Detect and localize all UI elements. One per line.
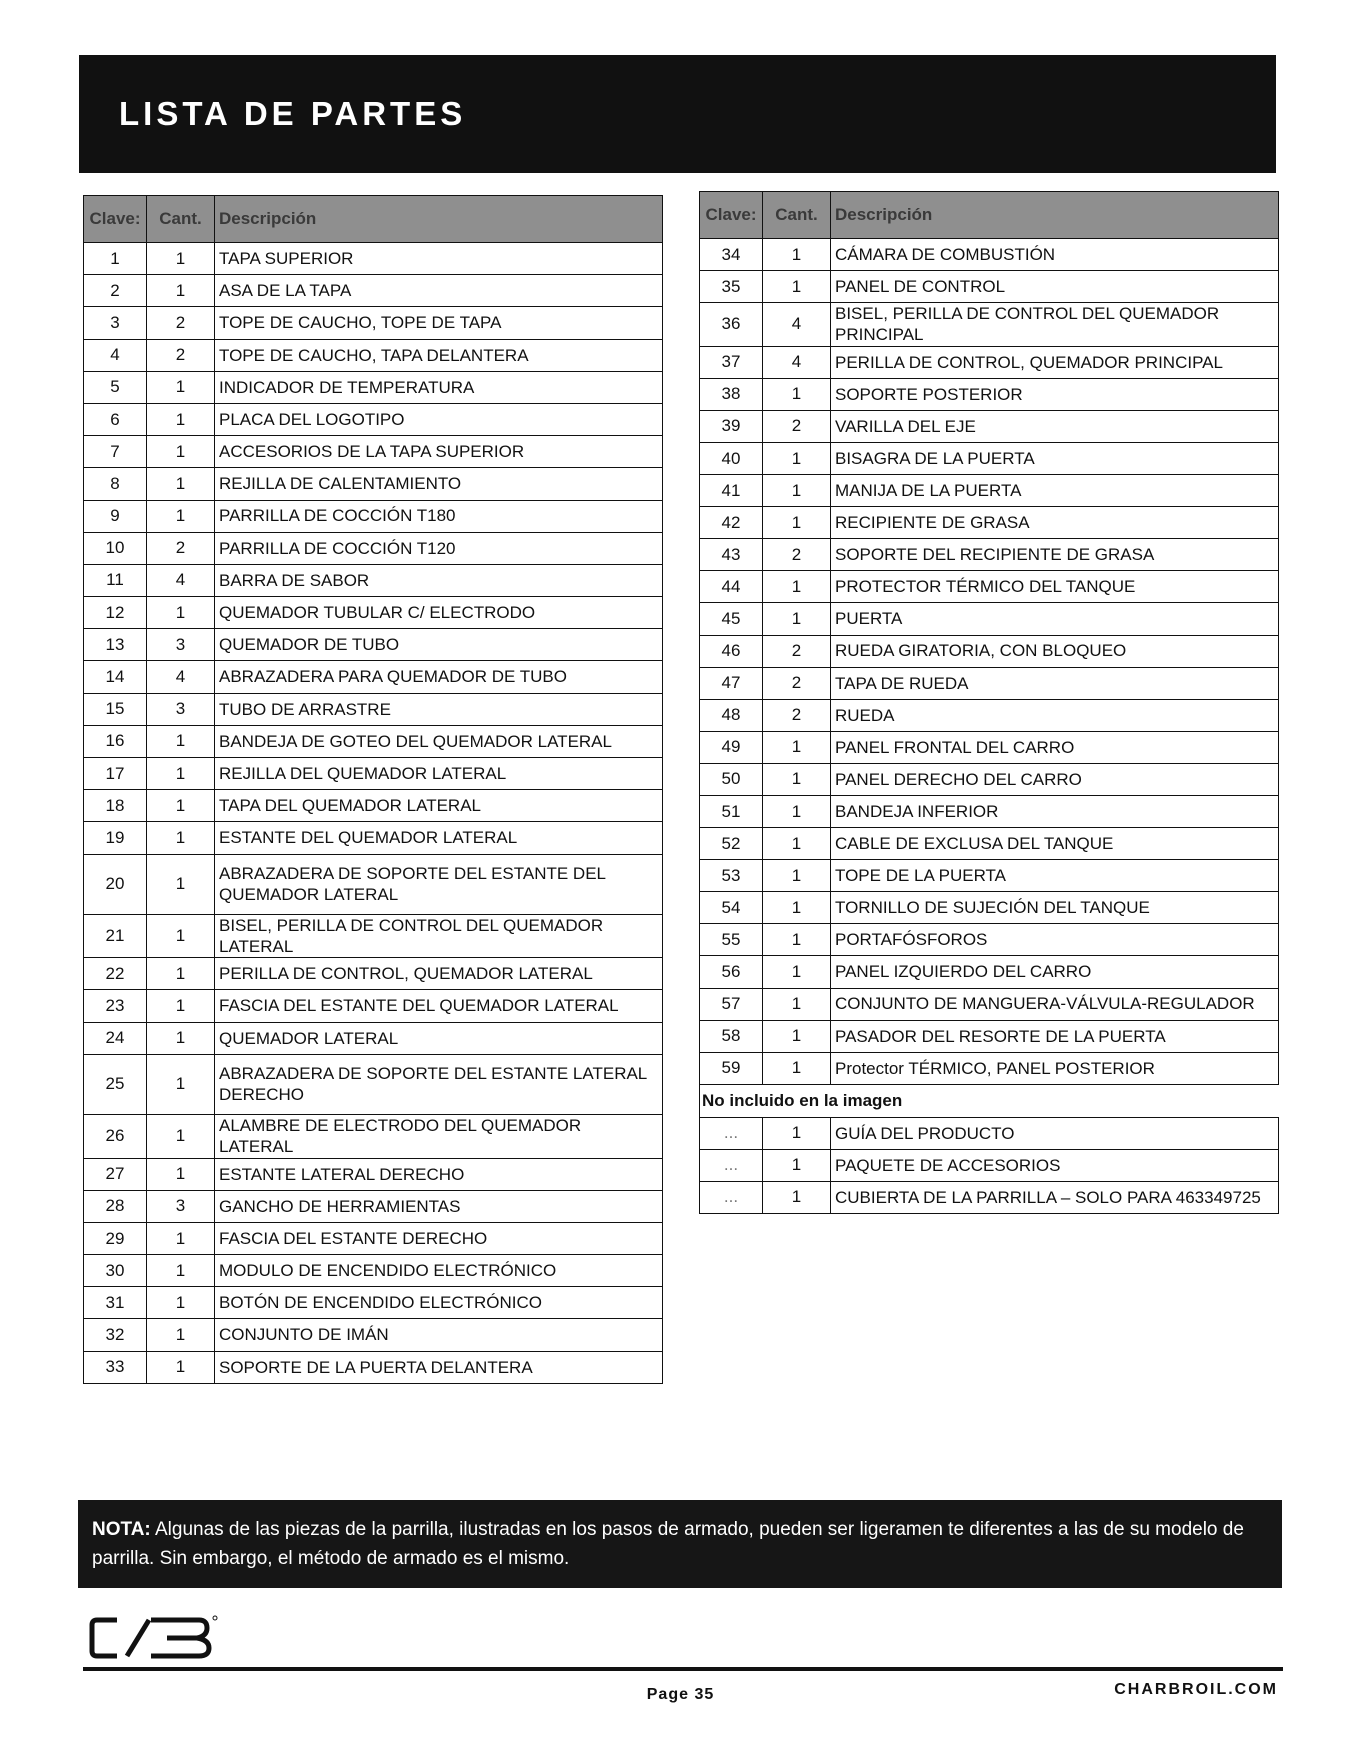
note-box bbox=[78, 1500, 1282, 1588]
table-row bbox=[700, 924, 1279, 956]
cell-desc: TUBO DE ARRASTRE bbox=[215, 693, 663, 725]
cell-desc: CONJUNTO DE IMÁN bbox=[215, 1319, 663, 1351]
cell-qty: 1 bbox=[147, 1287, 215, 1319]
col-qty-header: Cant. bbox=[147, 196, 215, 243]
table-row bbox=[700, 1117, 1279, 1149]
table-row bbox=[700, 1020, 1279, 1052]
table-row bbox=[700, 988, 1279, 1020]
cell-qty: 1 bbox=[763, 239, 831, 271]
cell-key: 13 bbox=[84, 629, 147, 661]
cell-qty: 1 bbox=[763, 1181, 831, 1213]
cell-desc: PASADOR DEL RESORTE DE LA PUERTA bbox=[831, 1020, 1279, 1052]
cell-key: 31 bbox=[84, 1287, 147, 1319]
cell-key: 51 bbox=[700, 796, 763, 828]
cell-key: 8 bbox=[84, 468, 147, 500]
table-row bbox=[700, 1181, 1279, 1213]
cell-key: 47 bbox=[700, 667, 763, 699]
table-row bbox=[700, 699, 1279, 731]
cell-qty: 1 bbox=[147, 1115, 215, 1159]
col-key-header: Clave: bbox=[700, 192, 763, 239]
table-row bbox=[84, 1022, 663, 1054]
cell-qty: 2 bbox=[763, 667, 831, 699]
table-row bbox=[84, 564, 663, 596]
cell-desc: MODULO DE ENCENDIDO ELECTRÓNICO bbox=[215, 1255, 663, 1287]
table-row bbox=[700, 635, 1279, 667]
cell-desc: SOPORTE DE LA PUERTA DELANTERA bbox=[215, 1351, 663, 1383]
cell-desc: ASA DE LA TAPA bbox=[215, 275, 663, 307]
cell-desc: BISEL, PERILLA DE CONTROL DEL QUEMADOR PRINCIPAL bbox=[831, 303, 1279, 347]
table-row bbox=[700, 271, 1279, 303]
table-row bbox=[700, 603, 1279, 635]
cell-desc: TORNILLO DE SUJECIÓN DEL TANQUE bbox=[831, 892, 1279, 924]
cell-qty: 3 bbox=[147, 1190, 215, 1222]
cell-key: 19 bbox=[84, 822, 147, 854]
cell-desc: ABRAZADERA PARA QUEMADOR DE TUBO bbox=[215, 661, 663, 693]
table-row bbox=[84, 371, 663, 403]
cell-key: ... bbox=[700, 1117, 763, 1149]
cell-desc: PUERTA bbox=[831, 603, 1279, 635]
cell-desc: TAPA DEL QUEMADOR LATERAL bbox=[215, 790, 663, 822]
cell-desc: CABLE DE EXCLUSA DEL TANQUE bbox=[831, 828, 1279, 860]
site-url: CHARBROIL.COM bbox=[1114, 1681, 1278, 1698]
cell-key: 34 bbox=[700, 239, 763, 271]
cell-key: 52 bbox=[700, 828, 763, 860]
cell-key: 57 bbox=[700, 988, 763, 1020]
cell-qty: 1 bbox=[763, 956, 831, 988]
table-row bbox=[700, 731, 1279, 763]
cell-desc: MANIJA DE LA PUERTA bbox=[831, 475, 1279, 507]
cell-qty: 1 bbox=[763, 988, 831, 1020]
cell-qty: 1 bbox=[147, 1255, 215, 1287]
table-row bbox=[700, 956, 1279, 988]
cell-key: 35 bbox=[700, 271, 763, 303]
cell-desc: ABRAZADERA DE SOPORTE DEL ESTANTE DEL QUEMADOR LATERAL bbox=[215, 854, 663, 914]
cell-qty: 1 bbox=[763, 378, 831, 410]
cell-desc: PORTAFÓSFOROS bbox=[831, 924, 1279, 956]
cell-desc: BOTÓN DE ENCENDIDO ELECTRÓNICO bbox=[215, 1287, 663, 1319]
charbroil-logo bbox=[89, 1614, 219, 1662]
cell-desc: QUEMADOR DE TUBO bbox=[215, 629, 663, 661]
table-row bbox=[84, 403, 663, 435]
cell-desc: FASCIA DEL ESTANTE DERECHO bbox=[215, 1222, 663, 1254]
table-row bbox=[700, 475, 1279, 507]
cell-qty: 1 bbox=[763, 1149, 831, 1181]
cell-qty: 1 bbox=[147, 725, 215, 757]
table-row bbox=[700, 378, 1279, 410]
cell-desc: PERILLA DE CONTROL, QUEMADOR LATERAL bbox=[215, 958, 663, 990]
cell-qty: 1 bbox=[763, 860, 831, 892]
col-desc-header: Descripción bbox=[831, 192, 1279, 239]
table-row bbox=[700, 763, 1279, 795]
cell-qty: 3 bbox=[147, 693, 215, 725]
cell-qty: 1 bbox=[147, 243, 215, 275]
note-prefix: NOTA: bbox=[92, 1519, 151, 1540]
cell-desc: TAPA DE RUEDA bbox=[831, 667, 1279, 699]
cell-qty: 1 bbox=[147, 990, 215, 1022]
cell-qty: 2 bbox=[763, 635, 831, 667]
cell-key: ... bbox=[700, 1181, 763, 1213]
table-row bbox=[700, 303, 1279, 347]
cell-key: 39 bbox=[700, 410, 763, 442]
cell-qty: 1 bbox=[763, 731, 831, 763]
table-row bbox=[700, 1149, 1279, 1181]
cell-qty: 1 bbox=[763, 1052, 831, 1084]
not-included-row bbox=[700, 1084, 1279, 1117]
cell-qty: 1 bbox=[147, 758, 215, 790]
cell-desc: PARRILLA DE COCCIÓN T180 bbox=[215, 500, 663, 532]
table-row bbox=[84, 1287, 663, 1319]
cell-desc: CÁMARA DE COMBUSTIÓN bbox=[831, 239, 1279, 271]
cell-key: 36 bbox=[700, 303, 763, 347]
cell-key: ... bbox=[700, 1149, 763, 1181]
cell-qty: 1 bbox=[763, 924, 831, 956]
cell-qty: 2 bbox=[147, 532, 215, 564]
table-row bbox=[84, 990, 663, 1022]
cell-qty: 1 bbox=[147, 790, 215, 822]
cell-qty: 1 bbox=[147, 597, 215, 629]
cell-desc: CONJUNTO DE MANGUERA-VÁLVULA-REGULADOR bbox=[831, 988, 1279, 1020]
cell-desc: REJILLA DE CALENTAMIENTO bbox=[215, 468, 663, 500]
page-title: LISTA DE PARTES bbox=[119, 95, 467, 132]
table-row bbox=[84, 307, 663, 339]
table-row bbox=[84, 436, 663, 468]
cell-desc: PROTECTOR TÉRMICO DEL TANQUE bbox=[831, 571, 1279, 603]
table-row bbox=[84, 1255, 663, 1287]
cell-desc: SOPORTE POSTERIOR bbox=[831, 378, 1279, 410]
cell-key: 59 bbox=[700, 1052, 763, 1084]
table-header-row bbox=[700, 192, 1279, 239]
cell-qty: 1 bbox=[147, 371, 215, 403]
cell-key: 16 bbox=[84, 725, 147, 757]
cell-desc: PARRILLA DE COCCIÓN T120 bbox=[215, 532, 663, 564]
cell-qty: 1 bbox=[147, 1158, 215, 1190]
cell-desc: Protector TÉRMICO, PANEL POSTERIOR bbox=[831, 1052, 1279, 1084]
cell-desc: SOPORTE DEL RECIPIENTE DE GRASA bbox=[831, 539, 1279, 571]
table-row bbox=[84, 275, 663, 307]
cell-desc: BISAGRA DE LA PUERTA bbox=[831, 442, 1279, 474]
cell-desc: VARILLA DEL EJE bbox=[831, 410, 1279, 442]
table-row bbox=[84, 532, 663, 564]
cell-qty: 1 bbox=[763, 475, 831, 507]
cell-desc: INDICADOR DE TEMPERATURA bbox=[215, 371, 663, 403]
cell-key: 23 bbox=[84, 990, 147, 1022]
cell-key: 2 bbox=[84, 275, 147, 307]
cell-qty: 1 bbox=[763, 796, 831, 828]
cell-qty: 1 bbox=[147, 1351, 215, 1383]
cell-key: 7 bbox=[84, 436, 147, 468]
cell-desc: GANCHO DE HERRAMIENTAS bbox=[215, 1190, 663, 1222]
cell-qty: 4 bbox=[763, 303, 831, 347]
cell-key: 20 bbox=[84, 854, 147, 914]
table-row bbox=[84, 1190, 663, 1222]
cell-key: 49 bbox=[700, 731, 763, 763]
cell-qty: 1 bbox=[147, 958, 215, 990]
cell-key: 46 bbox=[700, 635, 763, 667]
table-row bbox=[84, 790, 663, 822]
cell-desc: TOPE DE CAUCHO, TOPE DE TAPA bbox=[215, 307, 663, 339]
cell-key: 22 bbox=[84, 958, 147, 990]
cell-qty: 3 bbox=[147, 629, 215, 661]
cell-qty: 1 bbox=[763, 1117, 831, 1149]
cell-desc: REJILLA DEL QUEMADOR LATERAL bbox=[215, 758, 663, 790]
cell-desc: ESTANTE DEL QUEMADOR LATERAL bbox=[215, 822, 663, 854]
cell-qty: 2 bbox=[763, 410, 831, 442]
cell-key: 15 bbox=[84, 693, 147, 725]
cell-qty: 1 bbox=[147, 500, 215, 532]
cell-qty: 4 bbox=[763, 346, 831, 378]
cell-key: 9 bbox=[84, 500, 147, 532]
cell-qty: 1 bbox=[763, 603, 831, 635]
cell-key: 24 bbox=[84, 1022, 147, 1054]
cell-qty: 1 bbox=[763, 1020, 831, 1052]
cell-key: 42 bbox=[700, 507, 763, 539]
cell-desc: ABRAZADERA DE SOPORTE DEL ESTANTE LATERAL DERECHO bbox=[215, 1054, 663, 1114]
cell-key: 54 bbox=[700, 892, 763, 924]
cell-desc: ESTANTE LATERAL DERECHO bbox=[215, 1158, 663, 1190]
cell-key: 40 bbox=[700, 442, 763, 474]
cell-qty: 1 bbox=[147, 822, 215, 854]
table-row bbox=[84, 1115, 663, 1159]
footer-rule bbox=[83, 1667, 1283, 1671]
table-row bbox=[700, 410, 1279, 442]
table-row bbox=[700, 828, 1279, 860]
table-row bbox=[84, 693, 663, 725]
table-row bbox=[700, 346, 1279, 378]
cell-key: 17 bbox=[84, 758, 147, 790]
page-header bbox=[79, 55, 1276, 173]
cell-qty: 1 bbox=[147, 275, 215, 307]
cell-desc: PAQUETE DE ACCESORIOS bbox=[831, 1149, 1279, 1181]
cell-qty: 1 bbox=[147, 1222, 215, 1254]
cell-key: 21 bbox=[84, 914, 147, 958]
cell-qty: 1 bbox=[763, 507, 831, 539]
table-row bbox=[84, 758, 663, 790]
cell-desc: BISEL, PERILLA DE CONTROL DEL QUEMADOR LATERAL bbox=[215, 914, 663, 958]
cell-key: 56 bbox=[700, 956, 763, 988]
table-row bbox=[700, 239, 1279, 271]
cell-qty: 1 bbox=[147, 854, 215, 914]
cell-desc: TOPE DE CAUCHO, TAPA DELANTERA bbox=[215, 339, 663, 371]
cell-key: 58 bbox=[700, 1020, 763, 1052]
cell-desc: BANDEJA DE GOTEO DEL QUEMADOR LATERAL bbox=[215, 725, 663, 757]
cell-qty: 2 bbox=[763, 699, 831, 731]
cell-key: 43 bbox=[700, 539, 763, 571]
cell-desc: PANEL DE CONTROL bbox=[831, 271, 1279, 303]
table-row bbox=[84, 1054, 663, 1114]
table-row bbox=[84, 725, 663, 757]
table-row bbox=[84, 468, 663, 500]
cell-desc: PANEL IZQUIERDO DEL CARRO bbox=[831, 956, 1279, 988]
cell-key: 38 bbox=[700, 378, 763, 410]
cell-desc: RUEDA bbox=[831, 699, 1279, 731]
cell-qty: 4 bbox=[147, 661, 215, 693]
cell-key: 5 bbox=[84, 371, 147, 403]
table-row bbox=[700, 892, 1279, 924]
cell-key: 26 bbox=[84, 1115, 147, 1159]
cell-key: 28 bbox=[84, 1190, 147, 1222]
table-row bbox=[700, 571, 1279, 603]
cell-desc: RECIPIENTE DE GRASA bbox=[831, 507, 1279, 539]
cell-desc: QUEMADOR LATERAL bbox=[215, 1022, 663, 1054]
cell-qty: 2 bbox=[147, 307, 215, 339]
table-row bbox=[84, 500, 663, 532]
cell-desc: GUÍA DEL PRODUCTO bbox=[831, 1117, 1279, 1149]
cell-key: 11 bbox=[84, 564, 147, 596]
cell-key: 55 bbox=[700, 924, 763, 956]
cell-desc: PANEL DERECHO DEL CARRO bbox=[831, 763, 1279, 795]
cell-key: 48 bbox=[700, 699, 763, 731]
cell-qty: 1 bbox=[763, 442, 831, 474]
cell-qty: 1 bbox=[147, 1319, 215, 1351]
cell-qty: 1 bbox=[147, 1022, 215, 1054]
cell-desc: RUEDA GIRATORIA, CON BLOQUEO bbox=[831, 635, 1279, 667]
cell-key: 41 bbox=[700, 475, 763, 507]
cell-key: 14 bbox=[84, 661, 147, 693]
parts-table-left bbox=[83, 195, 663, 1384]
col-key-header: Clave: bbox=[84, 196, 147, 243]
cell-qty: 1 bbox=[147, 468, 215, 500]
cell-desc: PLACA DEL LOGOTIPO bbox=[215, 403, 663, 435]
cell-key: 32 bbox=[84, 1319, 147, 1351]
cell-desc: CUBIERTA DE LA PARRILLA – SOLO PARA 463349725 bbox=[831, 1181, 1279, 1213]
table-row bbox=[84, 243, 663, 275]
cell-key: 6 bbox=[84, 403, 147, 435]
page-number: Page 35 bbox=[646, 1686, 715, 1703]
table-row bbox=[84, 629, 663, 661]
table-row bbox=[700, 442, 1279, 474]
table-row bbox=[84, 1319, 663, 1351]
cell-key: 10 bbox=[84, 532, 147, 564]
cell-desc: TAPA SUPERIOR bbox=[215, 243, 663, 275]
table-row bbox=[84, 1158, 663, 1190]
cell-key: 30 bbox=[84, 1255, 147, 1287]
parts-table-right bbox=[699, 191, 1279, 1214]
note-text: Algunas de las piezas de la parrilla, ilustradas en los pasos de armado, pueden ser ligeramen te diferentes a las de su modelo de parrilla. Sin embargo, el método de armado es el mismo. bbox=[92, 1519, 1244, 1569]
cell-key: 4 bbox=[84, 339, 147, 371]
cell-qty: 1 bbox=[147, 436, 215, 468]
cell-qty: 1 bbox=[763, 828, 831, 860]
cell-desc: ACCESORIOS DE LA TAPA SUPERIOR bbox=[215, 436, 663, 468]
table-row bbox=[84, 1351, 663, 1383]
cell-desc: FASCIA DEL ESTANTE DEL QUEMADOR LATERAL bbox=[215, 990, 663, 1022]
table-row bbox=[84, 1222, 663, 1254]
cell-qty: 2 bbox=[147, 339, 215, 371]
cell-desc: QUEMADOR TUBULAR C/ ELECTRODO bbox=[215, 597, 663, 629]
table-row bbox=[84, 822, 663, 854]
table-row bbox=[84, 597, 663, 629]
table-row bbox=[700, 539, 1279, 571]
cell-key: 1 bbox=[84, 243, 147, 275]
cell-key: 25 bbox=[84, 1054, 147, 1114]
cell-key: 50 bbox=[700, 763, 763, 795]
table-row bbox=[700, 796, 1279, 828]
cell-qty: 1 bbox=[763, 271, 831, 303]
table-header-row bbox=[84, 196, 663, 243]
table-row bbox=[84, 958, 663, 990]
cell-qty: 2 bbox=[763, 539, 831, 571]
cell-qty: 1 bbox=[147, 403, 215, 435]
col-desc-header: Descripción bbox=[215, 196, 663, 243]
cell-key: 18 bbox=[84, 790, 147, 822]
table-row bbox=[700, 507, 1279, 539]
table-row bbox=[84, 339, 663, 371]
cell-key: 45 bbox=[700, 603, 763, 635]
cell-qty: 1 bbox=[147, 1054, 215, 1114]
cell-qty: 1 bbox=[147, 914, 215, 958]
cell-key: 29 bbox=[84, 1222, 147, 1254]
cell-desc: ALAMBRE DE ELECTRODO DEL QUEMADOR LATERAL bbox=[215, 1115, 663, 1159]
cell-desc: TOPE DE LA PUERTA bbox=[831, 860, 1279, 892]
cell-key: 53 bbox=[700, 860, 763, 892]
col-qty-header: Cant. bbox=[763, 192, 831, 239]
cell-key: 44 bbox=[700, 571, 763, 603]
cell-key: 37 bbox=[700, 346, 763, 378]
table-row bbox=[84, 914, 663, 958]
table-row bbox=[700, 860, 1279, 892]
cell-desc: BANDEJA INFERIOR bbox=[831, 796, 1279, 828]
cell-qty: 1 bbox=[763, 763, 831, 795]
cell-key: 3 bbox=[84, 307, 147, 339]
cell-desc: PERILLA DE CONTROL, QUEMADOR PRINCIPAL bbox=[831, 346, 1279, 378]
cell-qty: 4 bbox=[147, 564, 215, 596]
cell-desc: PANEL FRONTAL DEL CARRO bbox=[831, 731, 1279, 763]
cell-key: 33 bbox=[84, 1351, 147, 1383]
not-included-label: No incluido en la imagen bbox=[700, 1084, 1279, 1117]
cell-qty: 1 bbox=[763, 571, 831, 603]
table-row bbox=[84, 661, 663, 693]
cell-qty: 1 bbox=[763, 892, 831, 924]
table-row bbox=[700, 667, 1279, 699]
cell-desc: BARRA DE SABOR bbox=[215, 564, 663, 596]
table-row bbox=[700, 1052, 1279, 1084]
table-row bbox=[84, 854, 663, 914]
cell-key: 12 bbox=[84, 597, 147, 629]
cell-key: 27 bbox=[84, 1158, 147, 1190]
